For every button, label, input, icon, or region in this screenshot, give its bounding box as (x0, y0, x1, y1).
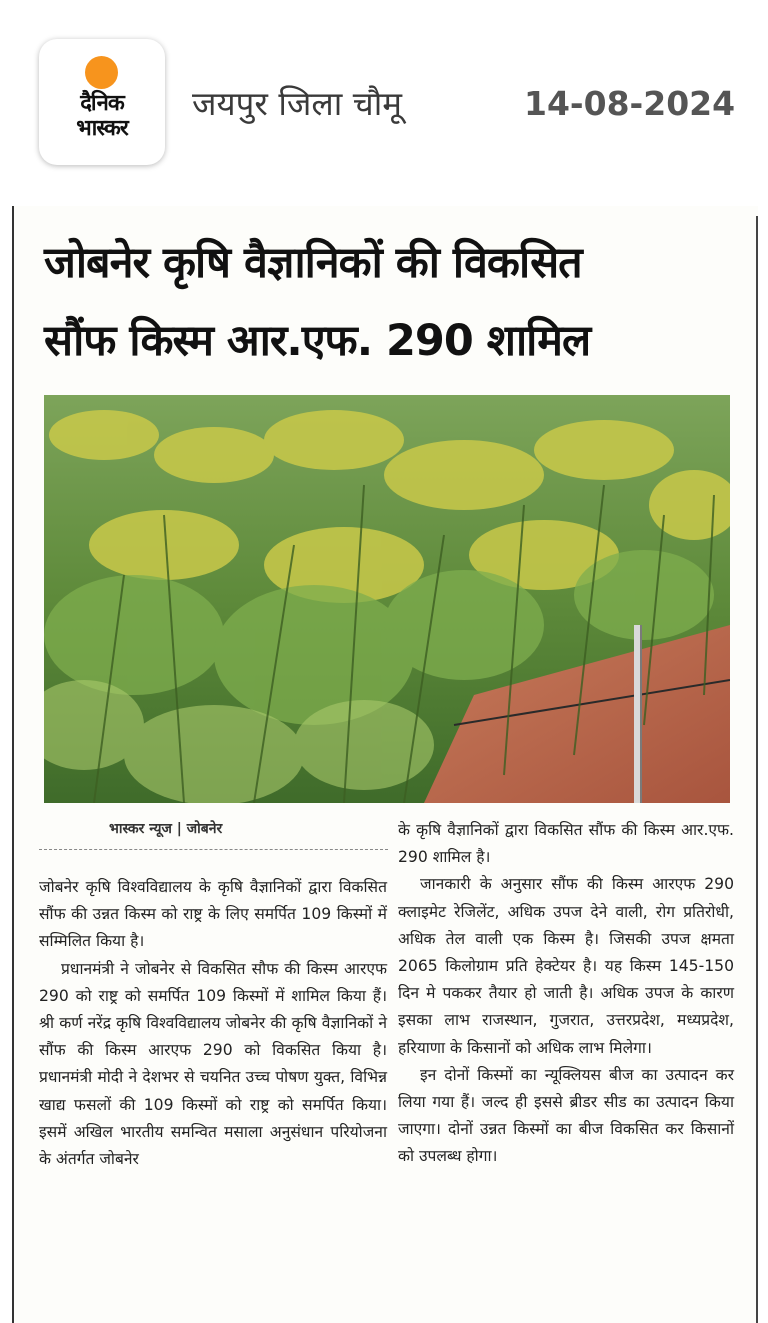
headline-line-2: सौंफ किस्म आर.एफ. 290 शामिल (44, 316, 591, 366)
fennel-field-photo (44, 395, 730, 803)
clipping-right-edge (756, 216, 758, 1323)
article-byline: भास्कर न्यूज | जोबनेर (109, 821, 223, 837)
left-paragraph-1: जोबनेर कृषि विश्वविद्यालय के कृषि वैज्ञानिकों द्वारा विकसित सौंफ की उन्नत किस्म को राष्ट्र के लिए समर्पित 109 किस्मों में सम्मिलित किया है। (39, 878, 387, 951)
newspaper-clipping (12, 206, 758, 1323)
article-right-column (398, 817, 734, 1171)
article-headline (44, 224, 744, 380)
byline-divider (39, 849, 388, 852)
left-paragraph-2: प्रधानमंत्री ने जोबनेर से विकसित सौफ की किस्म आरएफ 290 को राष्ट्र को समर्पित 109 किस्मों में शामिल किया हैं। श्री कर्ण नरेंद्र कृषि विश्वविद्यालय जोबनेर की कृषि वैज्ञानिकों ने सौंफ की किस्म आरएफ 290 को विकसित किया है। प्रधानमंत्री मोदी ने देशभर से चयनित उच्च पोषण युक्त, विभिन्न खाद्य फसलों की 109 किस्मों को राष्ट्र को समर्पित किया। इसमें अखिल भारतीय समन्वित मसाला अनुसंधान परियोजना के अंतर्गत जोबनेर (39, 959, 387, 1169)
app-header (0, 0, 768, 200)
right-paragraph-1: के कृषि वैज्ञानिकों द्वारा विकसित सौंफ की किस्म आर.एफ. 290 शामिल है। (398, 821, 734, 867)
right-paragraph-3: इन दोनों किस्मों का न्यूक्लियस बीज का उत्पादन कर लिया गया हैं। जल्द ही इससे ब्रीडर सीड का उत्पादन किया जाएगा। दोनों उन्नत किस्मों का बीज विकसित कर किसानों को उपलब्ध होगा। (398, 1065, 734, 1166)
sun-icon (85, 56, 118, 89)
right-paragraph-2: जानकारी के अनुसार सौंफ की किस्म आरएफ 290 क्लाइमेट रेजिलेंट, अधिक उपज देने वाली, रोग प्रतिरोधी, अधिक तेल वाली एक किस्म है। जिसकी उपज क्षमता 2065 किलोग्राम प्रति हेक्टेयर है। यह किस्म 145-150 दिन मे पककर तैयार हो जाती है। अधिक उपज के कारण इसका लाभ राजस्थान, गुजरात, उत्तरप्रदेश, मध्यप्रदेश, हरियाणा के किसानों को अधिक लाभ मिलेगा। (398, 875, 734, 1057)
article-left-column (39, 874, 387, 1173)
logo-wordmark: दैनिक भास्कर (76, 91, 128, 141)
dainik-bhaskar-logo[interactable] (39, 39, 165, 165)
edition-title: जयपुर जिला चौमू (192, 84, 403, 123)
headline-line-1: जोबनेर कृषि वैज्ञानिकों की विकसित (44, 238, 582, 288)
edition-date: 14-08-2024 (524, 84, 736, 123)
